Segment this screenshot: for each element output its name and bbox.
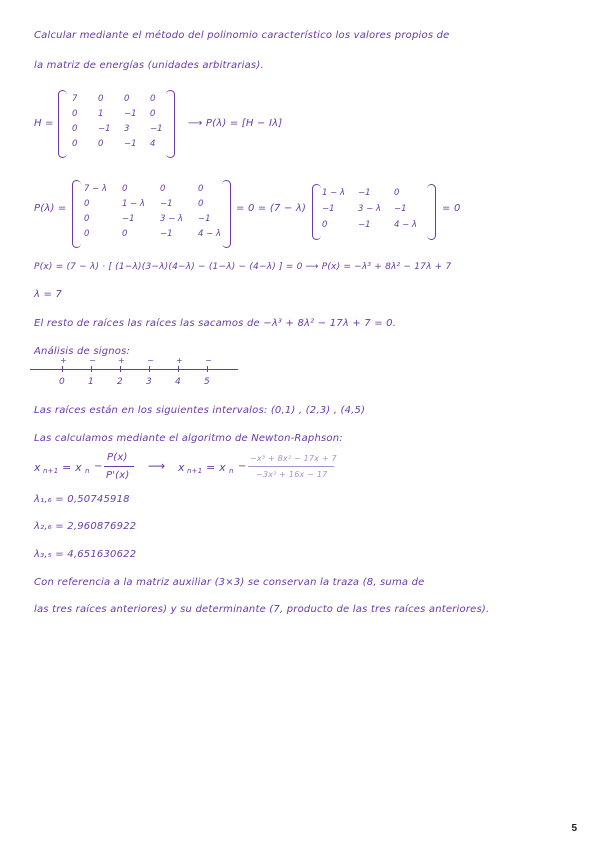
matrix-h-right-bracket (166, 90, 175, 158)
sign-mark: + (118, 356, 125, 365)
matrix-cell: 0 (322, 220, 328, 230)
matrix-cell: 3 (124, 124, 130, 134)
matrix-cell: −1 (198, 214, 211, 224)
matrix-cell: 0 (84, 214, 90, 224)
p-definition: ⟶ P(λ) = [H − Iλ] (188, 118, 283, 129)
matrix-cell: 4 − λ (198, 229, 221, 239)
matrix-cell: 0 (98, 139, 104, 149)
sign-mark: − (205, 356, 212, 365)
matrix-p (72, 180, 232, 248)
fraction-bar (104, 466, 134, 467)
matrix-cell: 0 (150, 109, 156, 119)
matrix-p-left-bracket (72, 180, 81, 248)
matrix-cell: 0 (84, 199, 90, 209)
matrix-cell: 7 − λ (84, 184, 107, 194)
matrix-cell: −1 (322, 204, 335, 214)
matrix-cell: −1 (124, 109, 137, 119)
matrix-cell: 1 (98, 109, 104, 119)
sign-mark: − (89, 356, 96, 365)
tick-label: 3 (146, 377, 152, 387)
matrix-cell: 1 − λ (322, 188, 345, 198)
formula-num2: −x³ + 8x² − 17x + 7 (250, 454, 337, 463)
matrix-3-left-bracket (312, 184, 321, 240)
formula-arrow: ⟶ (148, 459, 166, 473)
sign-mark: + (60, 356, 67, 365)
matrix-cell: −1 (122, 214, 135, 224)
tick-label: 4 (175, 377, 181, 387)
matrix-cell: 0 (124, 94, 130, 104)
tick-label: 1 (88, 377, 94, 387)
formula-x2: x (178, 461, 185, 474)
number-line-tick (178, 366, 179, 372)
reference-line-1: Con referencia a la matriz auxiliar (3×3) se conservan la traza (8, suma de (34, 577, 425, 588)
matrix-p-right-bracket (222, 180, 231, 248)
formula-minus: − (94, 461, 103, 472)
matrix-cell: 0 (98, 94, 104, 104)
matrix-cell: 0 (394, 188, 400, 198)
root-seven: λ = 7 (34, 289, 63, 300)
root-2: λ₂,₆ = 2,960876922 (34, 521, 137, 532)
formula-eq-b: = x (206, 461, 226, 474)
matrix-cell: 0 (72, 124, 78, 134)
matrix-cell: 0 (72, 109, 78, 119)
number-line-tick (62, 366, 63, 372)
formula-x: x (34, 461, 41, 474)
matrix-cell: 0 (198, 199, 204, 209)
sign-mark: + (176, 356, 183, 365)
formula-den2: −3x² + 16x − 17 (256, 470, 328, 479)
line-1: Calcular mediante el método del polinomio característico los valores propios de (34, 30, 450, 41)
matrix-cell: −1 (358, 188, 371, 198)
matrix-cell: −1 (98, 124, 111, 134)
matrix-cell: 0 (72, 139, 78, 149)
formula-sub-n1-b: n+1 (187, 467, 203, 475)
number-line-tick (120, 366, 121, 372)
formula-sub-n1: n+1 (43, 467, 59, 475)
number-line-tick (91, 366, 92, 372)
intervals-line: Las raíces están en los siguientes intervalos: (0,1) , (2,3) , (4,5) (34, 405, 366, 416)
line-2: la matriz de energías (unidades arbitrarias). (34, 60, 264, 71)
matrix-cell: 4 − λ (394, 220, 417, 230)
matrix-cell: 1 − λ (122, 199, 145, 209)
formula-sub-n-b: n (229, 467, 234, 475)
remaining-roots: El resto de raíces las raíces las sacamos de −λ³ + 8λ² − 17λ + 7 = 0. (34, 318, 397, 329)
formula-minus-b: − (238, 461, 247, 472)
matrix-cell: 0 (84, 229, 90, 239)
matrix-3x3 (312, 184, 437, 240)
newton-line: Las calculamos mediante el algoritmo de Newton-Raphson: (34, 433, 343, 444)
matrix-cell: 0 (150, 94, 156, 104)
tick-label: 0 (59, 377, 65, 387)
matrix-cell: −1 (160, 199, 173, 209)
matrix-cell: 0 (198, 184, 204, 194)
matrix-cell: 4 (150, 139, 156, 149)
matrix-cell: 0 (122, 184, 128, 194)
root-3: λ₃,₅ = 4,651630622 (34, 549, 137, 560)
fraction-bar-2 (248, 466, 334, 467)
matrix-cell: 0 (122, 229, 128, 239)
number-line-tick (207, 366, 208, 372)
tick-label: 5 (204, 377, 210, 387)
matrix-cell: 3 − λ (358, 204, 381, 214)
matrix-cell: −1 (124, 139, 137, 149)
equation-middle: = 0 = (7 − λ) (236, 203, 307, 214)
matrix-cell: 7 (72, 94, 78, 104)
h-label: H = (34, 118, 54, 129)
matrix-cell: −1 (150, 124, 163, 134)
p-label: P(λ) = (34, 203, 67, 214)
formula-den: P'(x) (106, 470, 130, 481)
reference-line-2: las tres raíces anteriores) y su determinante (7, producto de las tres raíces anteriores). (34, 604, 490, 615)
formula-num: P(x) (107, 452, 128, 463)
root-1: λ₁,₆ = 0,50745918 (34, 494, 130, 505)
tick-label: 2 (117, 377, 123, 387)
equation-end: = 0 (442, 203, 461, 214)
matrix-cell: −1 (160, 229, 173, 239)
matrix-3-right-bracket (427, 184, 436, 240)
number-line-tick (149, 366, 150, 372)
matrix-cell: −1 (394, 204, 407, 214)
formula-sub-n: n (85, 467, 90, 475)
matrix-cell: −1 (358, 220, 371, 230)
signs-heading: Análisis de signos: (34, 346, 131, 357)
matrix-h (58, 90, 178, 158)
matrix-cell: 0 (160, 184, 166, 194)
page-number: 5 (571, 823, 577, 834)
matrix-h-left-bracket (58, 90, 67, 158)
sign-mark: − (147, 356, 154, 365)
expansion-line: P(x) = (7 − λ) · [ (1−λ)(3−λ)(4−λ) − (1−λ) − (4−λ) ] = 0 ⟶ P(x) = −λ³ + 8λ² − 17λ + 7 (34, 262, 452, 272)
matrix-cell: 3 − λ (160, 214, 183, 224)
formula-eq: = x (62, 461, 82, 474)
